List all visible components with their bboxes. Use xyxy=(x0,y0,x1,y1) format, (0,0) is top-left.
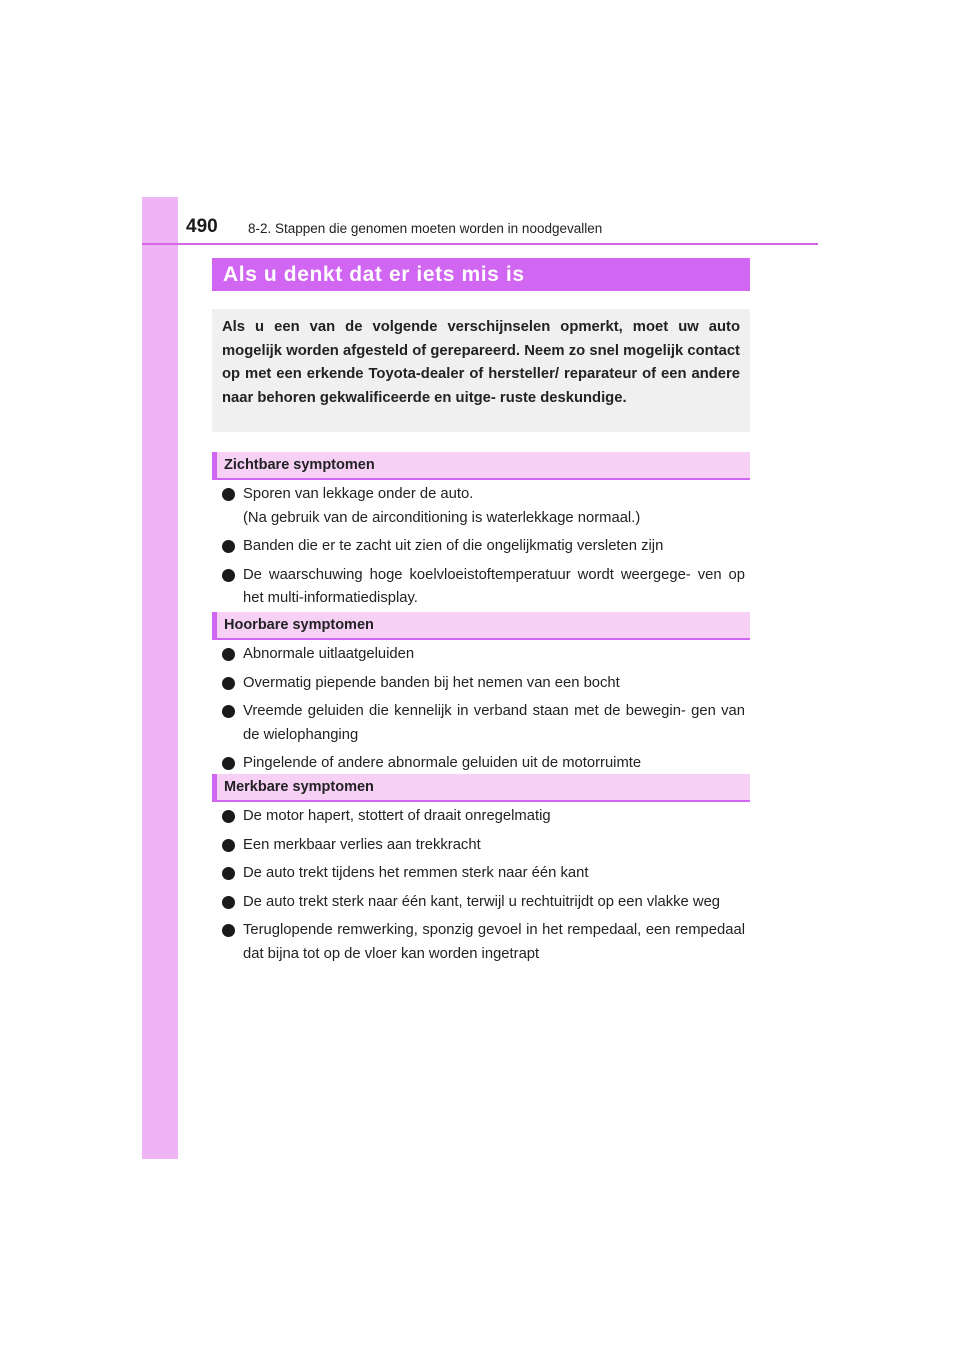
audible-symptoms-list xyxy=(222,643,745,781)
intro-text: Als u een van de volgende verschijnselen opmerkt, moet uw auto mogelijk worden afgesteld of gerepareerd. Neem zo snel mogelijk contact op met een erkende Toyota-dealer of hersteller/ reparateur of een andere naar behoren gekwalificeerde en uitge- ruste deskundige. xyxy=(222,319,740,406)
subheading-label: Merkbare symptomen xyxy=(224,779,374,795)
visible-symptoms-list xyxy=(222,483,745,616)
subheading-audible-symptoms xyxy=(212,612,750,640)
bullet-icon xyxy=(222,757,235,770)
bullet-icon xyxy=(222,810,235,823)
list-item xyxy=(222,752,745,776)
list-item xyxy=(222,805,745,829)
section-title-bar xyxy=(212,258,750,291)
list-item xyxy=(222,564,745,611)
bullet-icon xyxy=(222,648,235,661)
list-item xyxy=(222,834,745,858)
list-item xyxy=(222,672,745,696)
list-item-text: Abnormale uitlaatgeluiden xyxy=(243,646,415,662)
section-title: Als u denkt dat er iets mis is xyxy=(223,262,525,286)
bullet-icon xyxy=(222,867,235,880)
list-item-text: De auto trekt sterk naar één kant, terwijl u rechtuitrijdt op een vlakke weg xyxy=(243,893,721,910)
subheading-noticeable-symptoms xyxy=(212,774,750,802)
chapter-side-bar xyxy=(142,197,178,1159)
list-item xyxy=(222,862,745,886)
bullet-icon xyxy=(222,924,235,937)
chapter-title: 8-2. Stappen die genomen moeten worden in noodgevallen xyxy=(248,221,603,236)
list-item xyxy=(222,483,745,530)
page-number: 490 xyxy=(186,216,218,237)
bullet-icon xyxy=(222,839,235,852)
list-item xyxy=(222,891,745,915)
subheading-label: Zichtbare symptomen xyxy=(224,457,375,473)
bullet-icon xyxy=(222,540,235,553)
list-item-text: Pingelende of andere abnormale geluiden uit de motorruimte xyxy=(243,755,642,772)
list-item-text: Teruglopende remwerking, sponzig gevoel in het rempedaal, een rempedaal dat bijna tot op de vloer kan worden ingetrapt xyxy=(243,922,745,962)
list-item-text: De motor hapert, stottert of draait onregelmatig xyxy=(243,808,551,824)
bullet-icon xyxy=(222,705,235,718)
list-item xyxy=(222,535,745,559)
list-item-note: (Na gebruik van de airconditioning is waterlekkage normaal.) xyxy=(243,509,641,526)
subheading-visible-symptoms xyxy=(212,452,750,480)
list-item-text: Banden die er te zacht uit zien of die ongelijkmatig versleten zijn xyxy=(243,538,664,555)
bullet-icon xyxy=(222,488,235,501)
list-item xyxy=(222,919,745,966)
list-item xyxy=(222,700,745,747)
bullet-icon xyxy=(222,677,235,690)
bullet-icon xyxy=(222,569,235,582)
intro-box xyxy=(212,309,750,432)
list-item-text: Sporen van lekkage onder de auto. xyxy=(243,486,474,502)
subheading-label: Hoorbare symptomen xyxy=(224,617,374,633)
list-item-text: Vreemde geluiden die kennelijk in verband staan met de bewegin- gen van de wielophanging xyxy=(243,703,745,743)
list-item-text: De waarschuwing hoge koelvloeistoftemperatuur wordt weergege- ven op het multi-informatiedisplay. xyxy=(243,566,745,607)
bullet-icon xyxy=(222,896,235,909)
list-item-text: De auto trekt tijdens het remmen sterk naar één kant xyxy=(243,865,589,882)
header-divider xyxy=(142,243,818,245)
list-item-text: Een merkbaar verlies aan trekkracht xyxy=(243,836,481,853)
list-item xyxy=(222,643,745,667)
noticeable-symptoms-list xyxy=(222,805,745,972)
list-item-text: Overmatig piepende banden bij het nemen van een bocht xyxy=(243,674,620,691)
